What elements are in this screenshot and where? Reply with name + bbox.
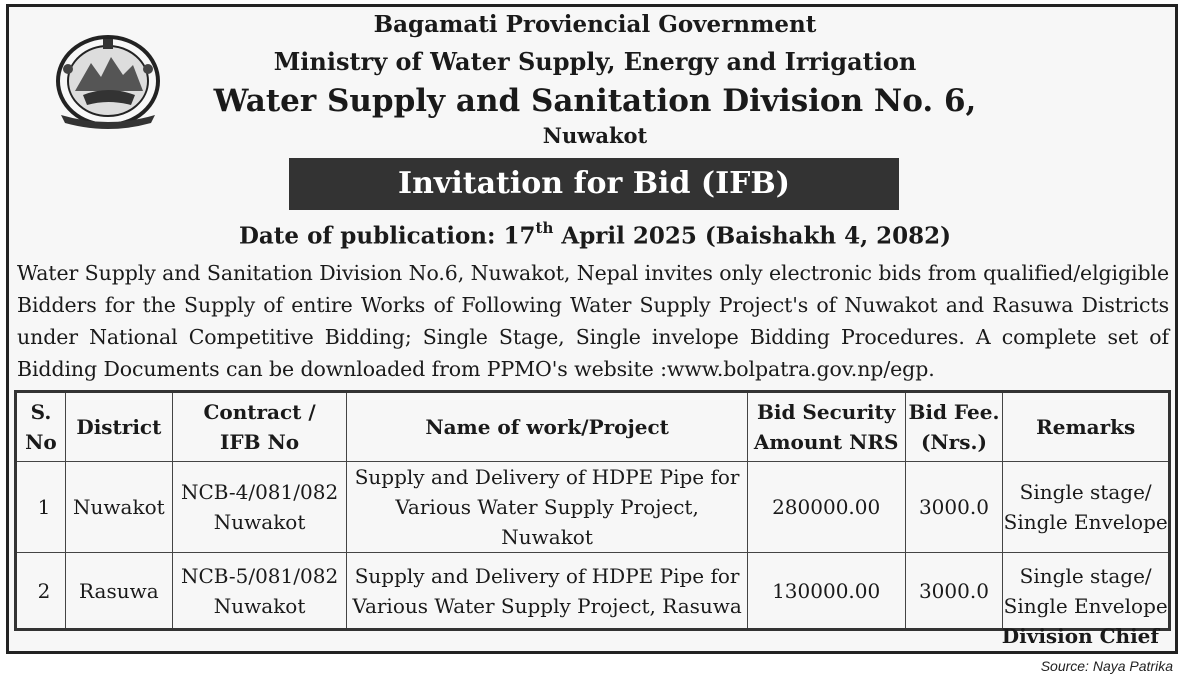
cell-sno: 2 xyxy=(16,553,66,630)
cell-remarks: Single stage/ Single Envelope xyxy=(1003,553,1170,630)
notice-body: Water Supply and Sanitation Division No.6, Nuwakot, Nepal invites only electronic bids from qualified/elgigible Bidders for the Supply of entire Works of Following Water Supply Project's of Nuwakot and Rasuwa Districts under National Competitive Bidding; Single Stage, Single invelope Bidding Procedures. A complete set of Bidding Documents can be downloaded from PPMO's website :www.bolpatra.gov.np/egp. xyxy=(17,261,1169,381)
cell-district: Rasuwa xyxy=(65,553,172,630)
cell-sno: 1 xyxy=(16,462,66,553)
cell-security: 130000.00 xyxy=(747,553,905,630)
works-table xyxy=(14,390,1171,631)
ministry-name: Ministry of Water Supply, Energy and Irrigation xyxy=(273,47,917,76)
header-remarks: Remarks xyxy=(1003,392,1170,462)
division-name: Water Supply and Sanitation Division No. 6, xyxy=(213,83,977,119)
date-suffix: April 2025 (Baishakh 4, 2082) xyxy=(553,222,952,250)
date-prefix: Date of publication: 17 xyxy=(238,222,536,250)
table-header-row xyxy=(16,392,1170,462)
cell-fee: 3000.0 xyxy=(905,553,1003,630)
cell-security: 280000.00 xyxy=(747,462,905,553)
signature: Division Chief xyxy=(1001,624,1159,648)
cell-fee: 3000.0 xyxy=(905,462,1003,553)
cell-district: Nuwakot xyxy=(65,462,172,553)
source-credit: Source: Naya Patrika xyxy=(1040,658,1173,674)
header-work: Name of work/Project xyxy=(347,392,747,462)
header-sno: S. No xyxy=(16,392,66,462)
cell-remarks: Single stage/ Single Envelope xyxy=(1003,462,1170,553)
header-fee: Bid Fee. (Nrs.) xyxy=(905,392,1003,462)
notice-title: Invitation for Bid (IFB) xyxy=(289,158,899,210)
table-row xyxy=(16,553,1170,630)
header-security: Bid Security Amount NRS xyxy=(747,392,905,462)
cell-contract: NCB-5/081/082 Nuwakot xyxy=(172,553,347,630)
cell-contract: NCB-4/081/082 Nuwakot xyxy=(172,462,347,553)
header-contract: Contract / IFB No xyxy=(172,392,347,462)
notice-frame xyxy=(6,4,1178,654)
government-name: Bagamati Proviencial Government xyxy=(373,11,817,38)
cell-work: Supply and Delivery of HDPE Pipe for Various Water Supply Project, Nuwakot xyxy=(347,462,747,553)
date-superscript: th xyxy=(535,219,554,237)
cell-work: Supply and Delivery of HDPE Pipe for Various Water Supply Project, Rasuwa xyxy=(347,553,747,630)
table-row xyxy=(16,462,1170,553)
division-location: Nuwakot xyxy=(542,123,648,148)
header-district: District xyxy=(65,392,172,462)
publication-date xyxy=(9,221,1181,250)
